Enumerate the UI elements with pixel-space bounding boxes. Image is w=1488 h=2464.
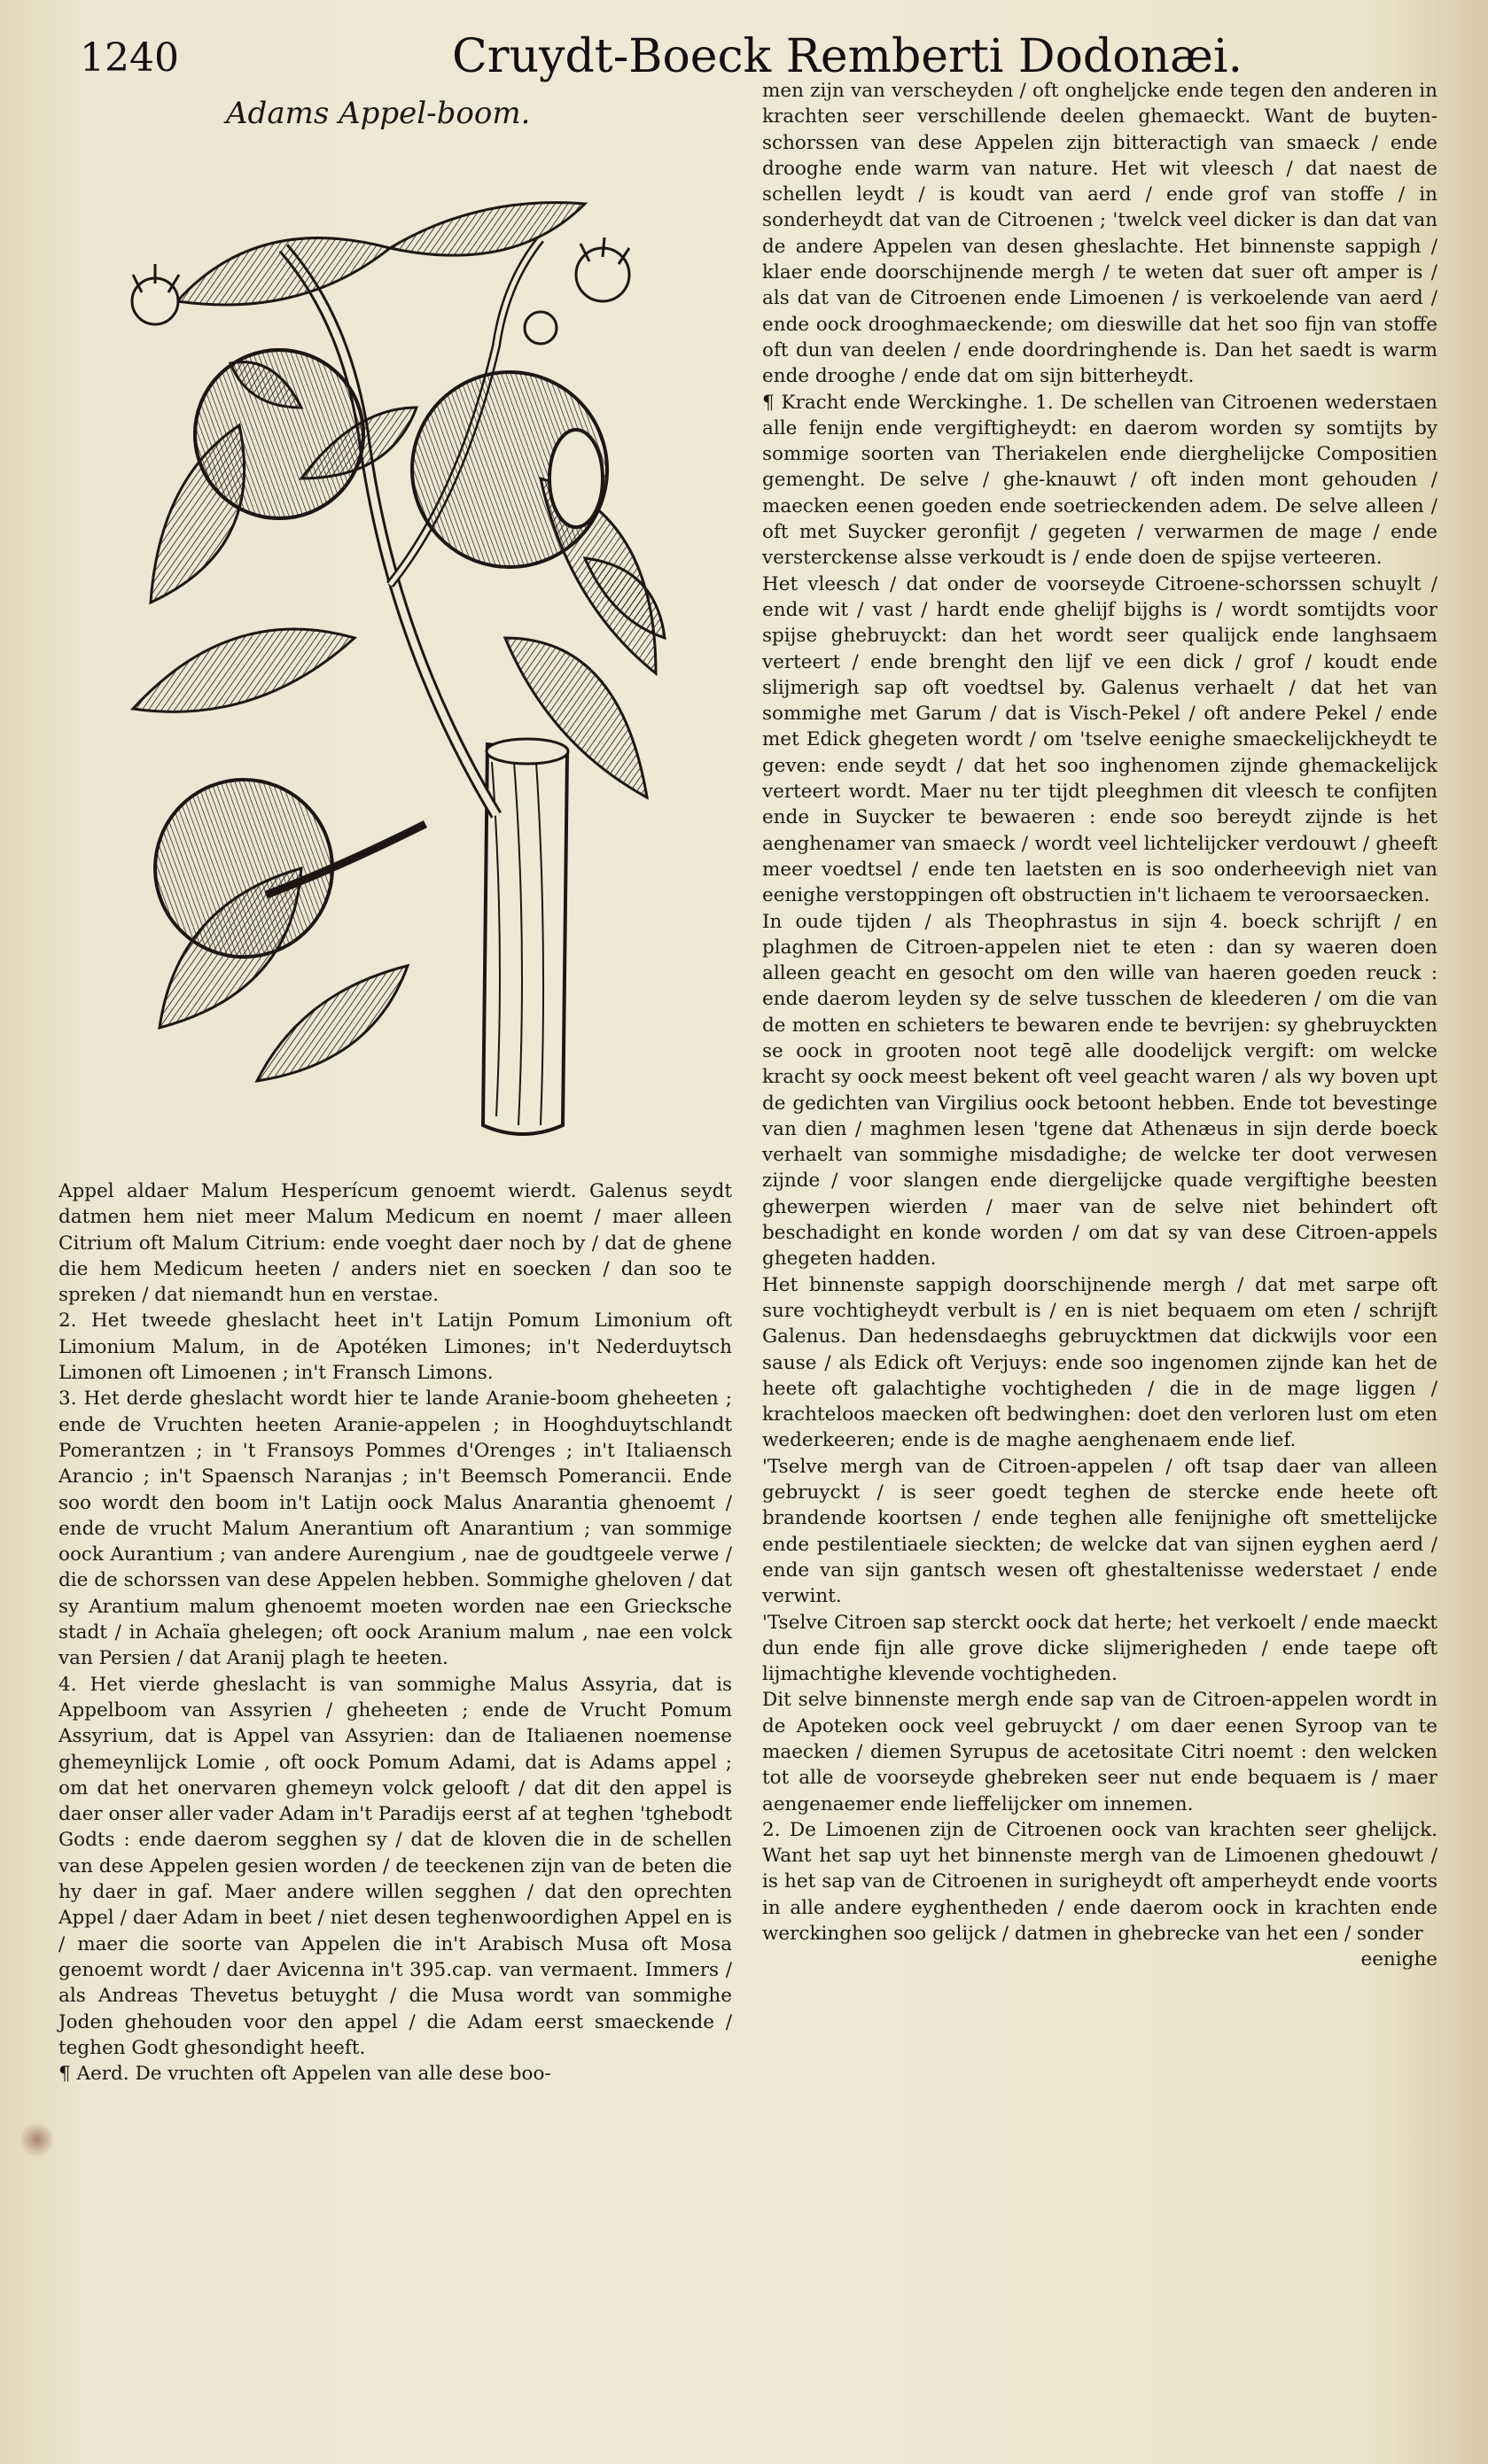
right-paragraph: Het vleesch / dat onder de voorseyde Citroene-schorssen schuylt / ende wit / vast / hardt ende ghelijf bijghs is / wordt somtijdts voor spijse ghebruyckt: dan het wordt seer qualijck ende langhsaem verteert / ende brenght den lijf ve een dick / grof / koudt ende slijmerigh sap oft voedtsel by. Galenus verhaelt / dat het van sommighe met Garum / dat is Visch-Pekel / oft andere Pekel / ende met Edick ghegeten wordt / om 'tselve eenighe smaeckelijckheydt te geven: ende seydt / dat het soo inghenomen zijnde ghemackelijck verteert wordt. Maer nu ter tijdt pleeghmen dit vleesch te confijten ende in Suycker te bewaeren : ende soo bereydt zijnde is het aenghenamer van smaeck / wordt veel lichtelijcker verdouwt / gheeft meer voedtsel / ende ten laetsten en is soo onderheevigh niet van eenighe verstoppingen oft obstructien in't lichaem te veroorsaecken.	[762, 572, 1437, 907]
catchword: eenighe	[1360, 1948, 1437, 1971]
right-paragraph: 2. De Limoenen zijn de Citroenen oock van krachten seer ghelijck. Want het sap uyt het binnenste mergh van de Limoenen ghedouwt / is het sap van de Citroenen in surigheydt oft amperheydt ende voorts in alle andere eyghentheden / ende daerom oock in krachten ende werckinghen soo gelijck / datmen in ghebrecke van het een / sonder	[762, 1818, 1437, 1946]
page-number: 1240	[80, 35, 179, 81]
right-paragraph: men zijn van verscheyden / oft ongheljcke ende tegen den anderen in krachten seer verschillende deelen ghemaeckt. Want de buyten-schorssen van dese Appelen zijn bitteractigh van smaeck / ende drooghe ende warm van nature. Het wit vleesch / dat naest de schellen leydt / is koudt van aerd / ende grof van stoffe / in sonderheydt dat van de Citroenen ; 'twelck veel dicker is dan dat van de andere Appelen van desen gheslachte. Het binnenste sappigh / klaer ende doorschijnende mergh / te weten dat suer oft amper is / als dat van de Citroenen ende Limoenen / is verkoelende van aerd / ende oock drooghmaeckende; om dieswille dat het soo fijn van stoffe oft dun van deelen / ende doordringhende is. Dan het saedt is warm ende drooghe / ende dat om sijn bitterheydt.	[762, 80, 1437, 388]
right-column-text	[762, 78, 1437, 1973]
ink-stain	[19, 2122, 55, 2157]
left-paragraph: Appel aldaer Malum Hesperícum genoemt wierdt. Galenus seydt datmen hem niet meer Malum Medicum en noemt / maer alleen Citrium oft Malum Citrium: ende voeght daer noch by / dat de ghene die hem Medicum heeten / anders niet en soecken / dan soo te spreken / dat niemandt hun en verstae.	[58, 1180, 732, 1307]
right-paragraph: 'Tselve mergh van de Citroen-appelen / oft tsap daer van alleen gebruyckt / is seer goedt teghen de stercke ende heete oft brandende koortsen / ende teghen alle fenijnighe oft smettelijcke ende pestilentiaele sieckten; de welcke dat van sijnen eyghen aerd / ende van sijn gantsch wesen oft ghestaltenisse wederstaet / ende verwint.	[762, 1455, 1437, 1608]
running-title: Cruydt-Boeck Remberti Dodonæi.	[452, 30, 1243, 83]
right-paragraph: ¶ Kracht ende Werckinghe. 1. De schellen van Citroenen wederstaen alle fenijn ende vergiftigheydt: en daerom worden sy somtijts by sommige soorten van Theriakelen ende dierghelijcke Compositien gemenght. De selve / ghe-knauwt / oft inden mont gehouden / maecken eenen goeden ende soetrieckenden adem. De selve alleen / oft met Suycker geronfijt / gegeten / verwarmen de mage / ende versterckense alsse verkoudt is / ende doen de spijse verteeren.	[762, 391, 1437, 570]
left-column-text	[58, 1178, 732, 2087]
right-paragraph: Het binnenste sappigh doorschijnende mergh / dat met sarpe oft sure vochtigheydt verbult is / en is niet bequaem om eten / schrijft Galenus. Dan hedensdaeghs gebruycktmen dat dickwijls voor een sause / als Edick oft Verjuys: ende soo ingenomen zijnde kan het de heete oft galachtighe vochtigheden / die in de mage liggen / krachteloos maecken oft bedwinghen: doet den verloren lust om eten wederkeeren; ende is de maghe aenghenaem ende lief.	[762, 1273, 1437, 1452]
left-paragraph: 3. Het derde gheslacht wordt hier te lande Aranie-boom gheheeten ; ende de Vruchten heeten Aranie-appelen ; in Hooghduytschlandt Pomerantzen ; in 't Fransoys Pommes d'Orenges ; in't Italiaensch Arancio ; in't Spaensch Naranjas ; in't Beemsch Pomerancii. Ende soo wordt den boom in't Latijn oock Malus Anarantia ghenoemt / ende de vrucht Malum Anerantium oft Anarantium ; van sommige oock Aurantium ; van andere Aurengium , nae de goudtgeele verwe / die de schorssen van dese Appelen hebben. Sommighe gheloven / dat sy Arantium malum ghenoemt moeten worden nae een Griecksche stadt / in Achaïa ghelegen; oft oock Aranium malum , nae een volck van Persien / dat Aranij plagh te heeten.	[58, 1387, 732, 1670]
left-paragraph: ¶ Aerd. De vruchten oft Appelen van alle dese boo-	[58, 2063, 551, 2086]
right-paragraph: 'Tselve Citroen sap sterckt oock dat herte; het verkoelt / ende maeckt dun ende fijn alle grove dicke slijmerigheden / ende taepe oft lijmachtighe klevende vochtigheden.	[762, 1611, 1437, 1686]
woodcut-citrus-branch-icon	[124, 142, 674, 1161]
left-paragraph: 2. Het tweede gheslacht heet in't Latijn Pomum Limonium oft Limonium Malum, in de Apotéken Limones; in't Nederduytsch Limonen oft Limoenen ; in't Fransch Limons.	[58, 1310, 732, 1385]
right-paragraph: Dit selve binnenste mergh ende sap van de Citroen-appelen wordt in de Apoteken oock veel gebruyckt / om daer eenen Syroop van te maecken / diemen Syrupus de acetositate Citri noemt : den welcken tot alle de voorseyde ghebreken seer nut ende bequaem is / maer aengenaemer ende lieffelijcker om innemen.	[762, 1689, 1437, 1815]
right-paragraph: In oude tijden / als Theophrastus in sijn 4. boeck schrijft / en plaghmen de Citroen-appelen niet te eten : dan sy waeren doen alleen geacht en gesocht om den wille van haeren goeden reuck : ende daerom leyden sy de selve tusschen de kleederen / om die van de motten en schieters te bewaren ende te bevrijen: sy ghebruyckten se oock in grooten noot tegē alle doodelijck vergift: om welcke kracht sy oock meest bekent oft veel geacht waren / als wy boven upt de gedichten van Virgilius oock betoont hebben. Ende tot bevestinge van dien / maghmen lesen 'tgene dat Athenæus in sijn derde boeck verhaelt van sommighe misdadighe; de welcke ter doot verwesen zijnde / voor slangen ende diergelijcke quade vergiftighe beesten ghewerpen wierden / maer van de selve niet behindert oft beschadight en konde worden / om dat sy van dese Citroen-appels ghegeten hadden.	[762, 910, 1437, 1271]
illustration-caption: Adams Appel-boom.	[226, 96, 531, 131]
left-paragraph: 4. Het vierde gheslacht is van sommighe Malus Assyria, dat is Appelboom van Assyrien / gheheeten ; ende de Vrucht Pomum Assyrium, dat is Appel van Assyrien: dan de Italiaenen noemense ghemeynlijck Lomie , oft oock Pomum Adami, dat is Adams appel ; om dat het onervaren ghemeyn volck gelooft / dat dit den appel is daer onser aller vader Adam in't Paradijs eerst af at teghen 'tghebodt Godts : ende daerom segghen sy / dat de kloven die in de schellen van dese Appelen gesien worden / de teeckenen zijn van de beten die hy daer in gaf. Maer andere willen segghen / dat den oprechten Appel / daer Adam in beet / niet desen teghenwoordighen Appel en is / maer die soorte van Appelen die in't Arabisch Musa oft Mosa genoemt wordt / daer Avicenna in't 395.cap. van vermaent. Immers / als Andreas Thevetus betuyght / die Musa wordt van sommighe Joden ghehouden voor den appel / die Adam eerst smaeckende / teghen Godt ghesondight heeft.	[58, 1673, 732, 2059]
